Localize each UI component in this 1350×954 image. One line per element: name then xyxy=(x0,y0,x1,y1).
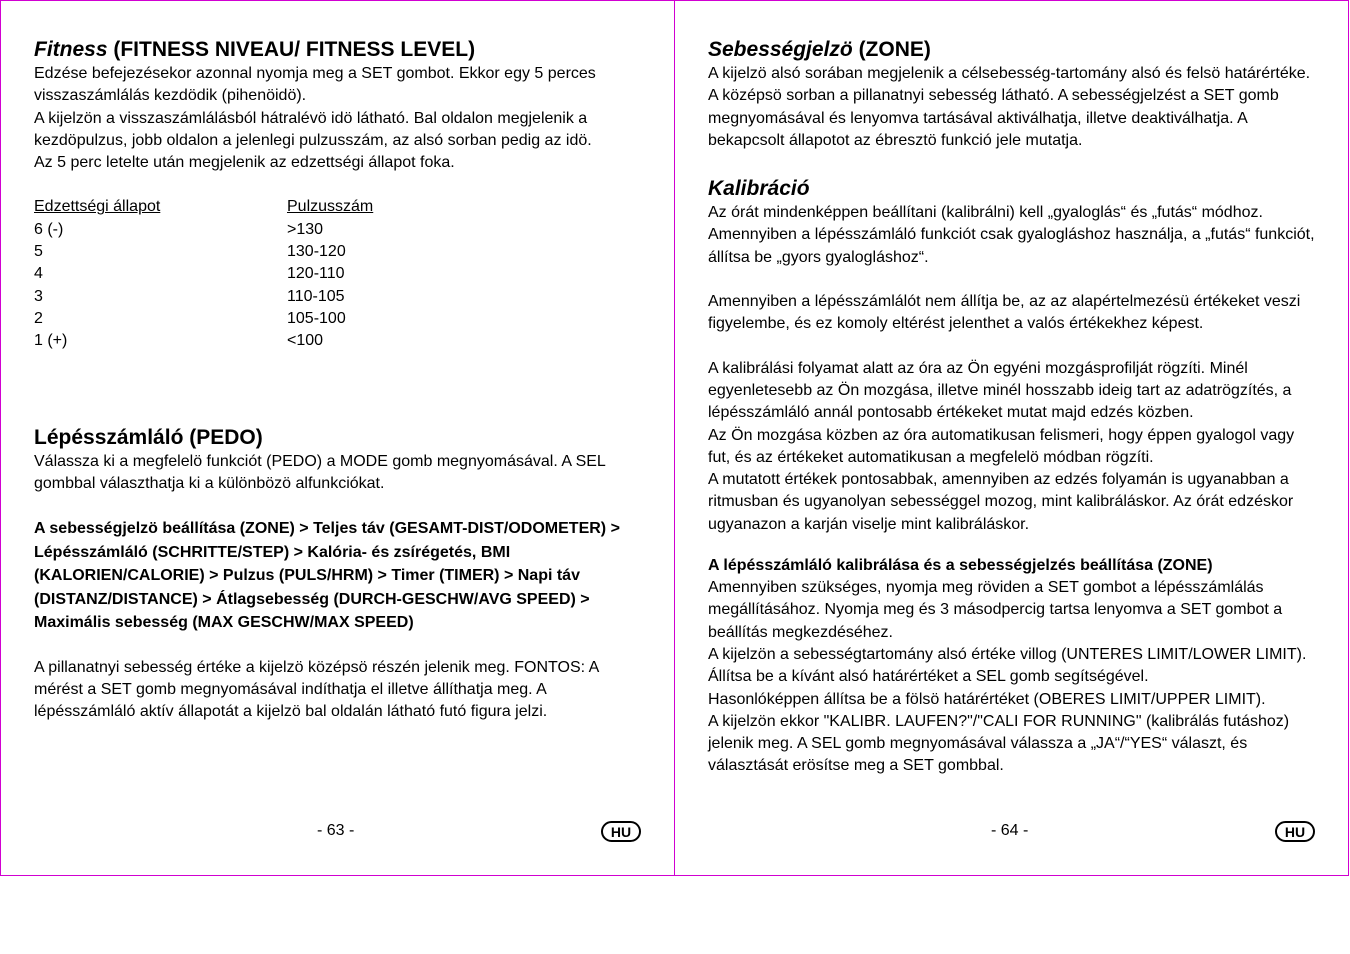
calibration-paragraph-2: Amennyiben a lépésszámlálót nem állítja be, az az alapértelmezésü értékeket veszi figyelembe, és ez komoly eltérést jelenthet a valós értékekhez képest. xyxy=(708,293,1301,333)
language-badge: HU xyxy=(1275,821,1315,842)
page-number: - 64 - xyxy=(991,822,1029,839)
table-cell-level: 1 (+) xyxy=(34,332,68,350)
page-64 xyxy=(674,0,1349,876)
table-cell-pulse: 105-100 xyxy=(287,309,346,327)
table-cell-pulse: >130 xyxy=(287,220,324,238)
table-row xyxy=(34,219,374,241)
table-header-level: Edzettségi állapot xyxy=(34,198,161,216)
calibration-paragraph-1: Az órát mindenképpen beállítani (kalibrálni) kell „gyaloglás“ és „futás“ módhoz. Amennyiben a lépésszámláló funkciót csak gyalogláshoz használja, a „futás“ funkciót, állítsa be „gyors gyalogláshoz“. xyxy=(708,204,1315,266)
pedo-paragraph-3: A pillanatnyi sebesség értéke a kijelzö középsö részén jelenik meg. FONTOS: A mérést a SET gomb megnyomásával indíthatja el illetve állíthatja meg. A lépésszámláló aktív állapotát a kijelzö bal oldalán látható futó figura jelzi. xyxy=(34,658,599,721)
table-row xyxy=(34,263,374,285)
calibration-paragraph-5: A mutatott értékek pontosabbak, amennyiben az edzés folyamán is ugyanabban a ritmusban és ugyanolyan sebességgel mozog, mint kalibráláskor. Az órát edzéskor ugyanazon a karján viselje mint kalibráláskor. xyxy=(708,471,1294,533)
page-63 xyxy=(0,0,675,876)
table-row xyxy=(34,241,374,263)
language-badge: HU xyxy=(601,821,641,842)
table-cell-pulse: 120-110 xyxy=(287,265,345,283)
fitness-paragraph-3: Az 5 perc letelte után megjelenik az edzettségi állapot foka. xyxy=(34,154,455,172)
table-cell-level: 5 xyxy=(34,243,43,261)
calibration-setup-paragraph-2: A kijelzön a sebességtartomány alsó értéke villog (UNTERES LIMIT/LOWER LIMIT). Állítsa be a kívánt alsó határértéket a SEL gomb segítségével. xyxy=(708,645,1307,686)
calibration-paragraph-4: Az Ön mozgása közben az óra automatikusan felismeri, hogy éppen gyalogol vagy fut, és az értékeket automatikusan a megfelelö módban rögzíti. xyxy=(708,426,1295,466)
fitness-level-table xyxy=(34,196,374,352)
table-cell-level: 3 xyxy=(34,287,43,305)
page-number: - 63 - xyxy=(317,822,355,839)
table-cell-level: 4 xyxy=(34,265,43,283)
table-row xyxy=(34,308,374,330)
table-cell-pulse: 110-105 xyxy=(287,287,345,305)
pedo-paragraph-1: Válassza ki a megfelelö funkciót (PEDO) a MODE gomb megnyomásával. A SEL gombbal választhatja ki a különbözö alfunkciókat. xyxy=(34,452,606,492)
calibration-paragraph-3: A kalibrálási folyamat alatt az óra az Ön egyéni mozgásprofilját rögzíti. Minél egyenletesebb az Ön mozgása, illetve minél hosszabb ideig tart az adatrögzítés, a lépésszámláló annál pontosabb értékeket mutat majd edzés közben. xyxy=(708,359,1292,422)
calibration-setup-paragraph-1: Amennyiben szükséges, nyomja meg röviden a SET gombot a lépésszámlálás megállításához. Nyomja meg és 3 másodpercig tartsa lenyomva a SET gombot a beállítás megkezdéséhez. xyxy=(708,579,1283,641)
table-row xyxy=(34,330,374,352)
table-cell-level: 6 (-) xyxy=(34,220,64,238)
calibration-setup-paragraph-3: Hasonlóképpen állítsa be a fölsö határértéket (OBERES LIMIT/UPPER LIMIT). xyxy=(708,690,1266,708)
table-row xyxy=(34,286,374,308)
fitness-heading: Fitness (FITNESS NIVEAU/ FITNESS LEVEL) xyxy=(34,38,476,61)
fitness-paragraph-2: A kijelzön a visszaszámlálásból hátralévö idö látható. Bal oldalon megjelenik a kezdöpulzus, jobb oldalon a jelenlegi pulzusszám, az alsó sorban pedig az idö. xyxy=(34,109,592,149)
table-cell-pulse: <100 xyxy=(287,332,324,350)
calibration-setup-paragraph-4: A kijelzön ekkor "KALIBR. LAUFEN?"/"CALI FOR RUNNING" (kalibrálás futáshoz) jelenik meg. A SEL gomb megnyomásával válassza a „JA“/“YES“ választ, és választását erösítse meg a SET gombbal. xyxy=(708,712,1290,775)
pedo-function-sequence: A sebességjelzö beállítása (ZONE) > Teljes táv (GESAMT-DIST/ODOMETER) > Lépésszámláló (SCHRITTE/STEP) > Kalória- és zsírégetés, BMI (KALORIEN/CALORIE) > Pulzus (PULS/HRM) > Timer (TIMER) > Napi táv (DISTANZ/DISTANCE) > Átlagsebesség (DURCH-GESCHW/AVG SPEED) > Maximális sebesség (MAX GESCHW/MAX SPEED) xyxy=(34,520,620,632)
calibration-setup-heading: A lépésszámláló kalibrálása és a sebességjelzés beállítása (ZONE) xyxy=(708,557,1213,575)
calibration-heading: Kalibráció xyxy=(708,177,810,201)
zone-paragraph-1: A kijelzö alsó sorában megjelenik a célsebesség-tartomány alsó és felsö határértéke. A középsö sorban a pillanatnyi sebesség látható. A sebességjelzést a SET gomb megnyomásával és lenyomva tartásával aktiválhatja, illetve deaktiválhatja. A bekapcsolt állapotot az ébresztö funkció jele mutatja. xyxy=(708,65,1311,149)
page-content xyxy=(34,37,644,724)
fitness-paragraph-1: Edzése befejezésekor azonnal nyomja meg a SET gombot. Ekkor egy 5 perces visszaszámlálás kezdödik (pihenöidö). xyxy=(34,65,596,105)
table-cell-level: 2 xyxy=(34,309,43,327)
pedo-heading: Lépésszámláló (PEDO) xyxy=(34,425,263,449)
page-content xyxy=(708,37,1320,778)
table-cell-pulse: 130-120 xyxy=(287,243,346,261)
zone-heading: Sebességjelzö (ZONE) xyxy=(708,38,931,61)
table-header-row xyxy=(34,196,374,218)
table-header-pulse: Pulzusszám xyxy=(287,198,374,216)
